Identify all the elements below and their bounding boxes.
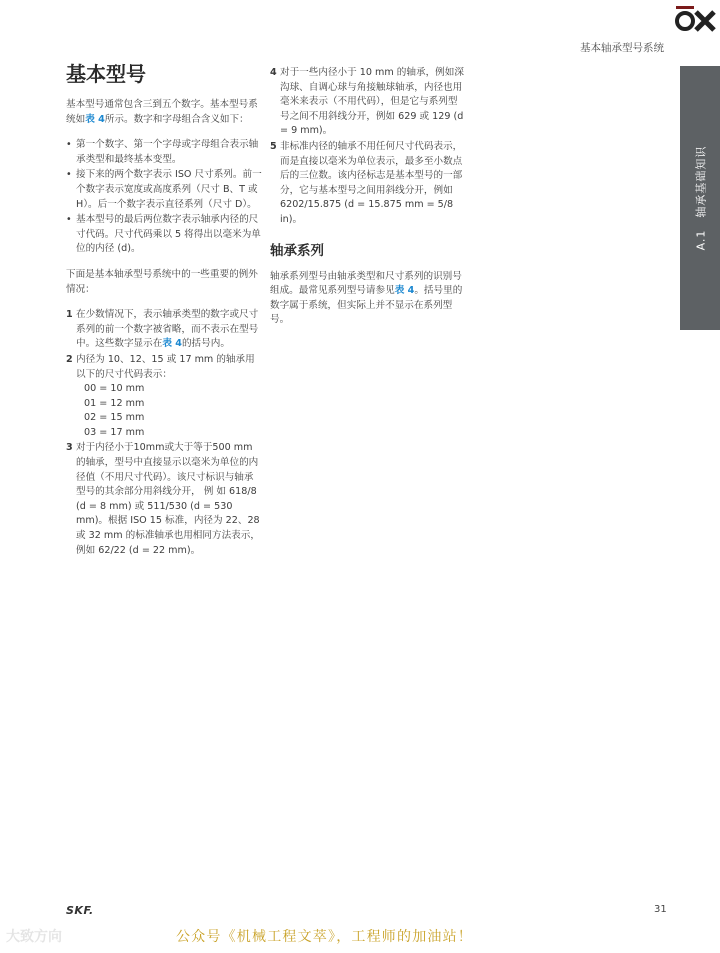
size-code: 02 = 15 mm [84, 412, 145, 424]
series-paragraph [270, 270, 466, 328]
list-item [66, 308, 262, 352]
item-text-end: 的括号内。 [181, 338, 230, 350]
table-4-link[interactable]: 表 4 [394, 285, 415, 297]
brand-logo: SKF. [66, 904, 94, 917]
list-item [270, 66, 466, 139]
intro-text-end: 所示。数字和字母组合含义如下： [104, 113, 249, 125]
right-column [270, 66, 466, 339]
item-text: 内径为 10、12、15 或 17 mm 的轴承用以下的尺寸代码表示： [76, 353, 255, 380]
watermark-banner: 公众号《机械工程文萃》，工程师的加油站！ [176, 929, 473, 945]
side-tab-label-wrap [680, 66, 720, 330]
size-code-list [76, 382, 262, 440]
series-text: 轴承系列型号由轴承类型和尺寸系列的识别号组成。最常见系列型号请参见 [270, 270, 462, 297]
publisher-logo-icon [674, 4, 718, 32]
series-text-end: 。括号里的数字属于系统，但实际上并不显示在系列型号。 [270, 285, 463, 326]
list-item: • 接下来的两个数字表示 ISO 尺寸系列。前一个数字表示宽度或高度系列（尺寸 B、T 或 H）。后一个数字表示直径系列（尺寸 D）。 [66, 168, 262, 212]
item-number: 3 [66, 442, 73, 454]
size-code: 00 = 10 mm [84, 383, 145, 395]
exceptions-intro: 下面是基本轴承型号系统中的一些重要的例外情况： [66, 268, 258, 295]
intro-paragraph [66, 98, 262, 127]
page-number: 31 [654, 904, 667, 915]
exceptions-list-continued [270, 66, 466, 228]
left-column [66, 62, 262, 559]
item-text: 在少数情况下，表示轴承类型的数字或尺寸系列的前一个数字被省略，而不表示在型号中。这些数字显示在 [76, 309, 259, 350]
exceptions-list [66, 308, 262, 558]
item-number: 4 [270, 67, 277, 78]
item-number: 1 [66, 309, 73, 321]
bullet-list [66, 138, 262, 257]
table-4-link[interactable]: 表 4 [85, 113, 105, 125]
list-item: • 基本型号的最后两位数字表示轴承内径的尺寸代码。尺寸代码乘以 5 将得出以毫米为单位的内径 (d)。 [66, 213, 262, 257]
intro-text: 基本型号通常包含三到五个数字。基本型号系统如 [66, 99, 258, 125]
list-item: • 第一个数字、第一个字母或字母组合表示轴承类型和最终基本变型。 [66, 138, 262, 167]
list-item [66, 441, 262, 558]
section-heading: 轴承系列 [270, 242, 324, 259]
item-text: 非标准内径的轴承不用任何尺寸代码表示，而是直接以毫米为单位表示，最多至小数点后的三位数。该内径标志是基本型号的一部分，它与基本型号之间用斜线分开，例如 6202/15.875 (d = 15.875 mm = 5/8 in)。 [280, 140, 463, 225]
page-title: 基本型号 [66, 62, 146, 86]
item-text: 对于一些内径小于 10 mm 的轴承，例如深沟球、自调心球与角接触球轴承，内径也用毫米来表示（不用代码），但是它与系列型号之间不用斜线分开，例如 629 或 129 (d = 9 mm)。 [280, 67, 464, 137]
size-code: 03 = 17 mm [84, 426, 145, 438]
item-number: 5 [270, 140, 277, 152]
side-tab-label: A.1 轴承基础知识 [694, 145, 708, 251]
size-code: 01 = 12 mm [84, 397, 145, 409]
table-4-link[interactable]: 表 4 [162, 338, 182, 350]
list-item [66, 353, 262, 441]
section-header: 基本轴承型号系统 [580, 42, 664, 54]
item-text: 对于内径小于10mm或大于等于500 mm 的轴承，型号中直接显示以毫米为单位的内径值（不用尺寸代码）。该尺寸标识与轴承型号的其余部分用斜线分开， 例 如 618/8 (d = 8 mm) 或 511/530 (d = 530 mm)。根据 ISO 15 标准，内径为 22、28 或 32 mm 的标准轴承也用相同方法表示，例如 62/22 (d = 22 mm)。 [76, 442, 260, 556]
item-number: 2 [66, 353, 73, 365]
watermark-left: 大致方向 [6, 929, 62, 945]
list-item [270, 140, 466, 228]
